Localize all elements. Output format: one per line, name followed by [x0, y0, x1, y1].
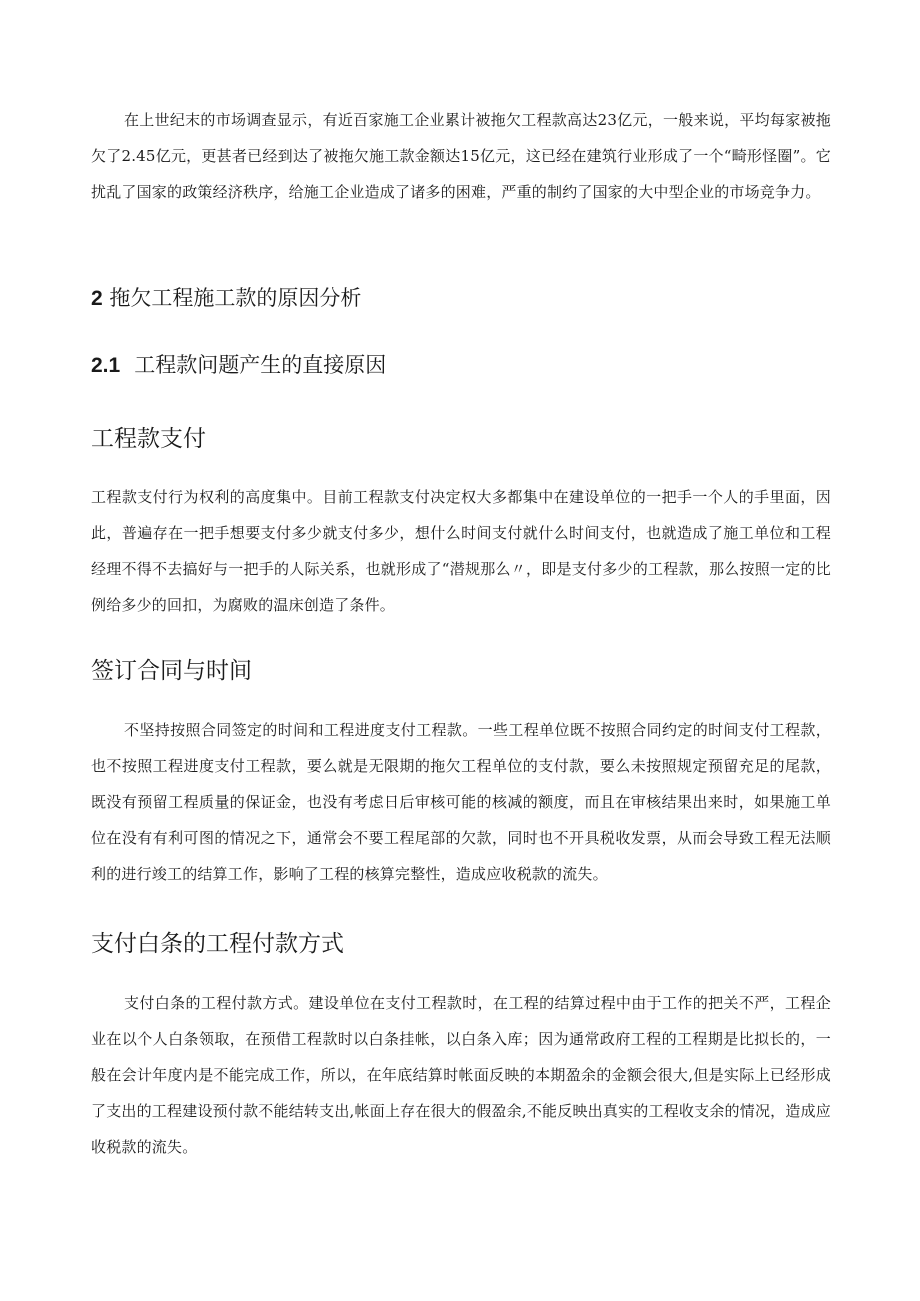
section-2-1-number: 2.1 — [91, 354, 121, 377]
subsection-heading-payment: 工程款支付 — [91, 426, 206, 452]
subsection-body-iou: 支付白条的工程付款方式。建设单位在支付工程款时，在工程的结算过程中由于工作的把关不严，工程企业在以个人白条领取，在预借工程款时以白条挂帐，以白条入库；因为通常政府工程的工程期是比拟长的，一般在会计年度内是不能完成工作，所以，在年底结算时帐面反映的本期盈余的金额会很大,但是实际上已经形成了支出的工程建设预付款不能结转支出,帐面上存在很大的假盈余,不能反映出真实的工程收支余的情况，造成应收税款的流失。 — [91, 994, 831, 1156]
subsection-body-contract: 不坚持按照合同签定的时间和工程进度支付工程款。一些工程单位既不按照合同约定的时间支付工程款，也不按照工程进度支付工程款，要么就是无限期的拖欠工程单位的支付款，要么未按照规定预留充足的尾款，既没有预留工程质量的保证金，也没有考虑日后审核可能的核减的额度，而且在审核结果出来时，如果施工单位在没有有利可图的情况之下，通常会不要工程尾部的欠款，同时也不开具税收发票，从而会导致工程无法顺利的进行竣工的结算工作，影响了工程的核算完整性，造成应收税款的流失。 — [91, 721, 831, 883]
subsection-heading-iou: 支付白条的工程付款方式 — [91, 931, 344, 957]
section-2-1-heading — [91, 350, 386, 381]
section-2-1-title: 工程款问题产生的直接原因 — [134, 353, 387, 377]
subsection-heading-contract: 签订合同与时间 — [91, 658, 252, 684]
subsection-body-payment: 工程款支付行为权利的高度集中。目前工程款支付决定权大多都集中在建设单位的一把手一个人的手里面，因此，普遍存在一把手想要支付多少就支付多少，想什么时间支付就什么时间支付，也就造成了施工单位和工程经理不得不去搞好与一把手的人际关系，也就形成了“潜规那么〃，即是支付多少的工程款，那么按照一定的比例给多少的回扣，为腐败的温床创造了条件。 — [91, 488, 831, 614]
intro-paragraph: 在上世纪末的市场调查显示，有近百家施工企业累计被拖欠工程款高达23亿元，一般来说，平均每家被拖欠了2.45亿元，更甚者已经到达了被拖欠施工款金额达15亿元，这已经在建筑行业形成了一个“畸形怪圈”。它扰乱了国家的政策经济秩序，给施工企业造成了诸多的困难，严重的制约了国家的大中型企业的市场竞争力。 — [91, 111, 831, 201]
section-2-title: 拖欠工程施工款的原因分析 — [109, 286, 362, 310]
section-2-number: 2 — [91, 287, 103, 310]
section-2-heading — [91, 283, 361, 314]
